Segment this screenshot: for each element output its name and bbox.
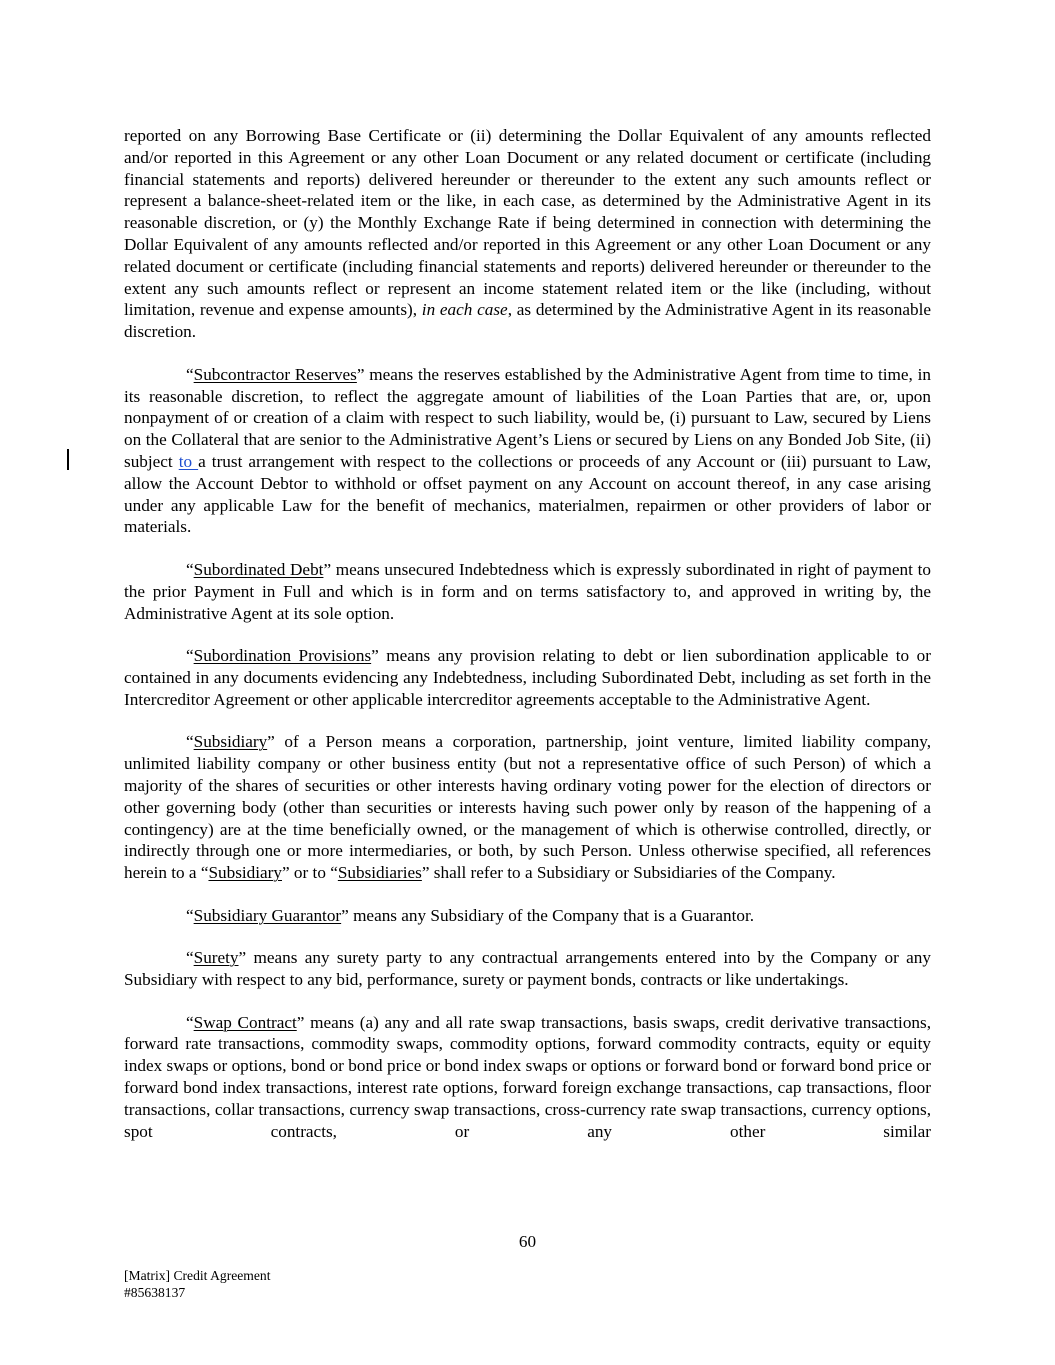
definition-subsidiary-guarantor bbox=[124, 905, 931, 927]
quote-mark: “ bbox=[186, 646, 194, 666]
defined-term: Subsidiary Guarantor bbox=[193, 905, 342, 925]
defined-term: Subsidiary bbox=[208, 863, 282, 883]
defined-term: Swap Contract bbox=[193, 1012, 297, 1032]
definition-subordination-provisions bbox=[124, 645, 931, 710]
defined-term: Subsidiary bbox=[193, 732, 268, 752]
quote-mark: “ bbox=[186, 732, 194, 752]
definition-subcontractor-reserves bbox=[124, 364, 931, 538]
definition-text: ” or to “ bbox=[282, 863, 338, 883]
quote-mark: “ bbox=[186, 905, 194, 925]
definition-text: a trust arrangement with respect to the collections or proceeds of any Account or (iii) pursuant to Law, allow the Account Debtor to withhold or offset payment on any Account on account thereof, in any case arising under any applicable Law for the benefit of mechanics, materialmen, repairmen or other providers of labor or materials. bbox=[124, 451, 931, 537]
defined-term: Subordination Provisions bbox=[193, 646, 372, 666]
document-body bbox=[124, 125, 931, 1163]
quote-mark: “ bbox=[186, 559, 194, 579]
definition-text: ” means any Subsidiary of the Company that is a Guarantor. bbox=[341, 905, 755, 925]
definition-text: ” means any surety party to any contractual arrangements entered into by the Company or any Subsidiary with respect to any bid, performance, surety or payment bonds, contracts or like undertakings. bbox=[124, 948, 931, 990]
definition-subordinated-debt bbox=[124, 559, 931, 624]
definition-text: ” means any provision relating to debt or lien subordination applicable to or contained in any documents evidencing any Indebtedness, including Subordinated Debt, including as set forth in the Intercreditor Agreement or other applicable intercreditor agreements acceptable to the Administrative Agent. bbox=[124, 646, 931, 709]
definition-swap-contract bbox=[124, 1012, 931, 1143]
document-footer bbox=[124, 1268, 270, 1301]
definition-surety bbox=[124, 947, 931, 991]
definition-text: ” shall refer to a Subsidiary or Subsidiaries of the Company. bbox=[421, 863, 836, 883]
revision-change-bar bbox=[67, 449, 69, 470]
quote-mark: “ bbox=[186, 1012, 194, 1032]
definition-text: ” means the reserves established by the Administrative Agent from time to time, in its reasonable discretion, to reflect the aggregate amount of liabilities of the Loan Parties that are, or, upon nonpayment of or creation of a claim with respect to such liability, would be, (i) pursuant to Law, secured by Liens on the Collateral that are senior to the Administrative Agent’s Liens or secured by Liens on any Bonded Job Site, (ii) subject bbox=[124, 364, 931, 471]
quote-mark: “ bbox=[186, 364, 194, 384]
footer-document-title: [Matrix] Credit Agreement bbox=[124, 1268, 271, 1283]
italic-text: in each case bbox=[421, 300, 508, 320]
defined-term: Subsidiaries bbox=[337, 863, 422, 883]
definition-subsidiary bbox=[124, 731, 931, 884]
inserted-text-link[interactable]: to bbox=[178, 451, 199, 471]
page-number: 60 bbox=[518, 1232, 537, 1251]
quote-mark: “ bbox=[186, 948, 194, 968]
definition-text: ” means (a) any and all rate swap transactions, basis swaps, credit derivative transactions, forward rate transactions, commodity swaps, commodity options, forward commodity contracts, equity or equity index swaps or options, bond or bond price or bond index swaps or options or forward bond or forward bond price or forward bond index transactions, interest rate options, forward foreign exchange transactions, cap transactions, floor transactions, collar transactions, currency swap transactions, cross-currency rate swap transactions, currency options, spot contracts, or any other similar bbox=[124, 1012, 931, 1141]
definition-text: ” means unsecured Indebtedness which is expressly subordinated in right of payment to the prior Payment in Full and which is in form and on terms satisfactory to, and approved in writing by, the Administrative Agent at its sole option. bbox=[124, 559, 931, 623]
paragraph-exchange-rate-continuation bbox=[124, 125, 931, 343]
defined-term: Surety bbox=[193, 948, 239, 968]
paragraph-text: , as determined by the Administrative Agent in its reasonable discretion. bbox=[124, 300, 931, 342]
defined-term: Subcontractor Reserves bbox=[193, 364, 357, 384]
paragraph-text: reported on any Borrowing Base Certificate or (ii) determining the Dollar Equivalent of any amounts reflected and/or reported in this Agreement or any other Loan Document or any related document or certificate (including financial statements and reports) delivered hereunder or thereunder to the extent any such amounts reflect or represent a balance-sheet-related item or the like, in each case, as determined by the Administrative Agent in its reasonable discretion, or (y) the Monthly Exchange Rate if being determined in connection with determining the Dollar Equivalent of any amounts reflected and/or reported in this Agreement or any other Loan Document or any related document or certificate (including financial statements and reports) delivered hereunder or thereunder to the extent any such amounts reflect or represent an income statement related item or the like (including, without limitation, revenue and expense amounts), bbox=[124, 126, 931, 320]
definition-text: ” of a Person means a corporation, partnership, joint venture, limited liability company, unlimited liability company or other business entity (but not a representative office of such Person) of which a majority of the shares of securities or other interests having ordinary voting power for the election of directors or other governing body (other than securities or interests having such power only by reason of the happening of a contingency) are at the time beneficially owned, or the management of which is otherwise controlled, directly, or indirectly through one or more intermediaries, or both, by such Person. Unless otherwise specified, all references herein to a “ bbox=[124, 732, 931, 883]
footer-document-id: #85638137 bbox=[124, 1284, 186, 1300]
defined-term: Subordinated Debt bbox=[193, 559, 324, 579]
